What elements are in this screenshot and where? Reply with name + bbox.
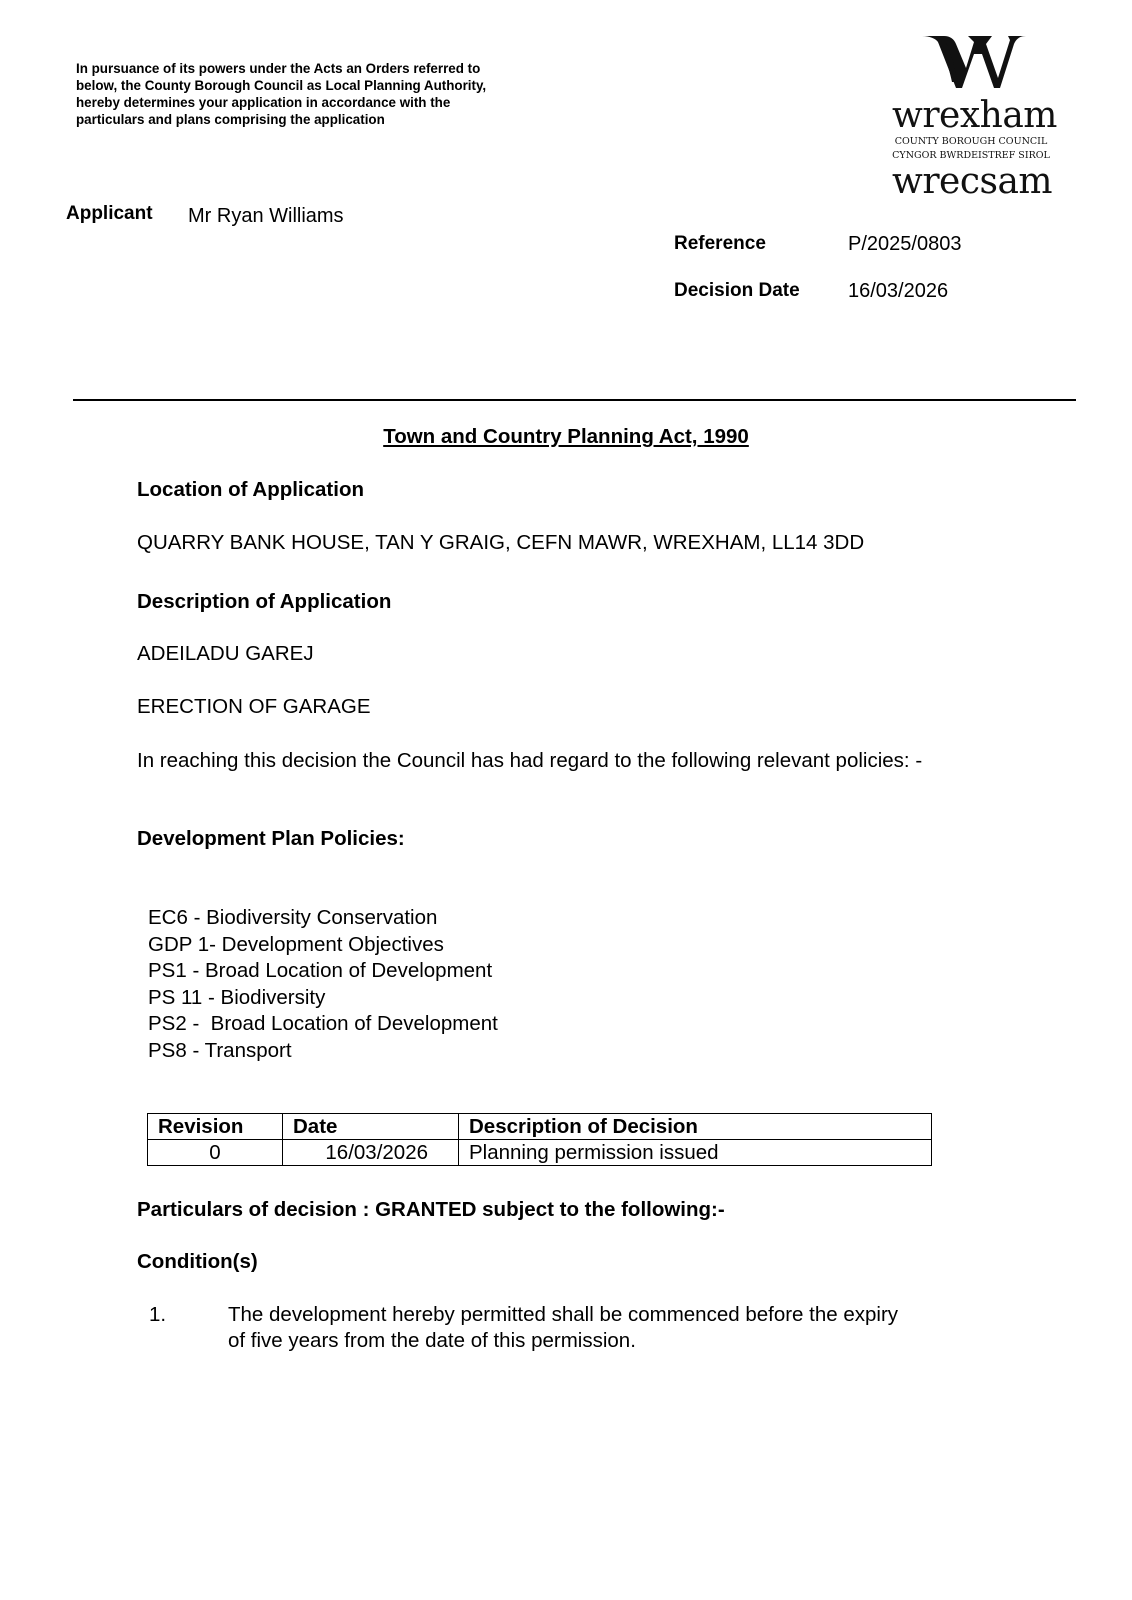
cell-revision: 0 [148,1140,283,1166]
location-heading: Location of Application [137,478,365,501]
conditions-heading: Condition(s) [137,1250,258,1273]
policy-item: GDP 1- Development Objectives [148,932,444,956]
logo-wordmark-cy: wrecsam [892,161,1053,202]
horizontal-divider [73,399,1076,401]
policy-item: PS 11 - Biodiversity [148,985,326,1009]
preamble-text: In pursuance of its powers under the Acts an Orders referred to below, the County Borough Council as Local Planning Authority, hereby determines your application in accordance with the particulars and plans comprising the application [76,61,487,127]
particulars-of-decision: Particulars of decision : GRANTED subject to the following:- [137,1198,725,1221]
decision-table [147,1113,932,1166]
policy-item: EC6 - Biodiversity Conservation [148,906,438,929]
decision-date-label: Decision Date [674,280,800,301]
condition-number: 1. [149,1303,167,1326]
reference-value: P/2025/0803 [848,233,962,255]
cell-description: Planning permission issued [459,1140,932,1166]
policies-list [148,905,498,1064]
policy-item: PS2 - Broad Location of Development [148,1012,498,1035]
location-value: QUARRY BANK HOUSE, TAN Y GRAIG, CEFN MAWR, WREXHAM, LL14 3DD [137,531,865,554]
applicant-value: Mr Ryan Williams [188,205,344,227]
logo-wordmark-en: wrexham [892,95,1057,136]
policies-heading: Development Plan Policies: [137,827,405,850]
wrexham-council-logo [892,30,1057,202]
column-header-description: Description of Decision [459,1114,932,1140]
w-emblem-icon [892,30,1052,98]
act-title: Town and Country Planning Act, 1990 [383,425,749,448]
description-english: ERECTION OF GARAGE [137,695,371,718]
column-header-revision: Revision [148,1114,283,1140]
table-header-row [148,1114,932,1140]
description-welsh: ADEILADU GAREJ [137,642,314,665]
policy-item: PS1 - Broad Location of Development [148,959,493,982]
logo-subtitle-en: COUNTY BOROUGH COUNCIL [894,136,1048,147]
policy-item: PS8 - Transport [148,1038,292,1062]
description-heading: Description of Application [137,590,392,613]
reference-label: Reference [674,233,766,254]
column-header-date: Date [283,1114,459,1140]
table-row [148,1140,932,1166]
decision-date-value: 16/03/2026 [848,280,949,302]
logo-subtitle-cy: CYNGOR BWRDEISTREF SIROL [892,150,1050,161]
applicant-label: Applicant [66,203,153,224]
condition-text: The development hereby permitted shall be commenced before the expiry of five years from the date of this permission. [228,1303,899,1352]
cell-date: 16/03/2026 [283,1140,459,1166]
regard-text: In reaching this decision the Council has had regard to the following relevant policies: - [137,749,923,772]
